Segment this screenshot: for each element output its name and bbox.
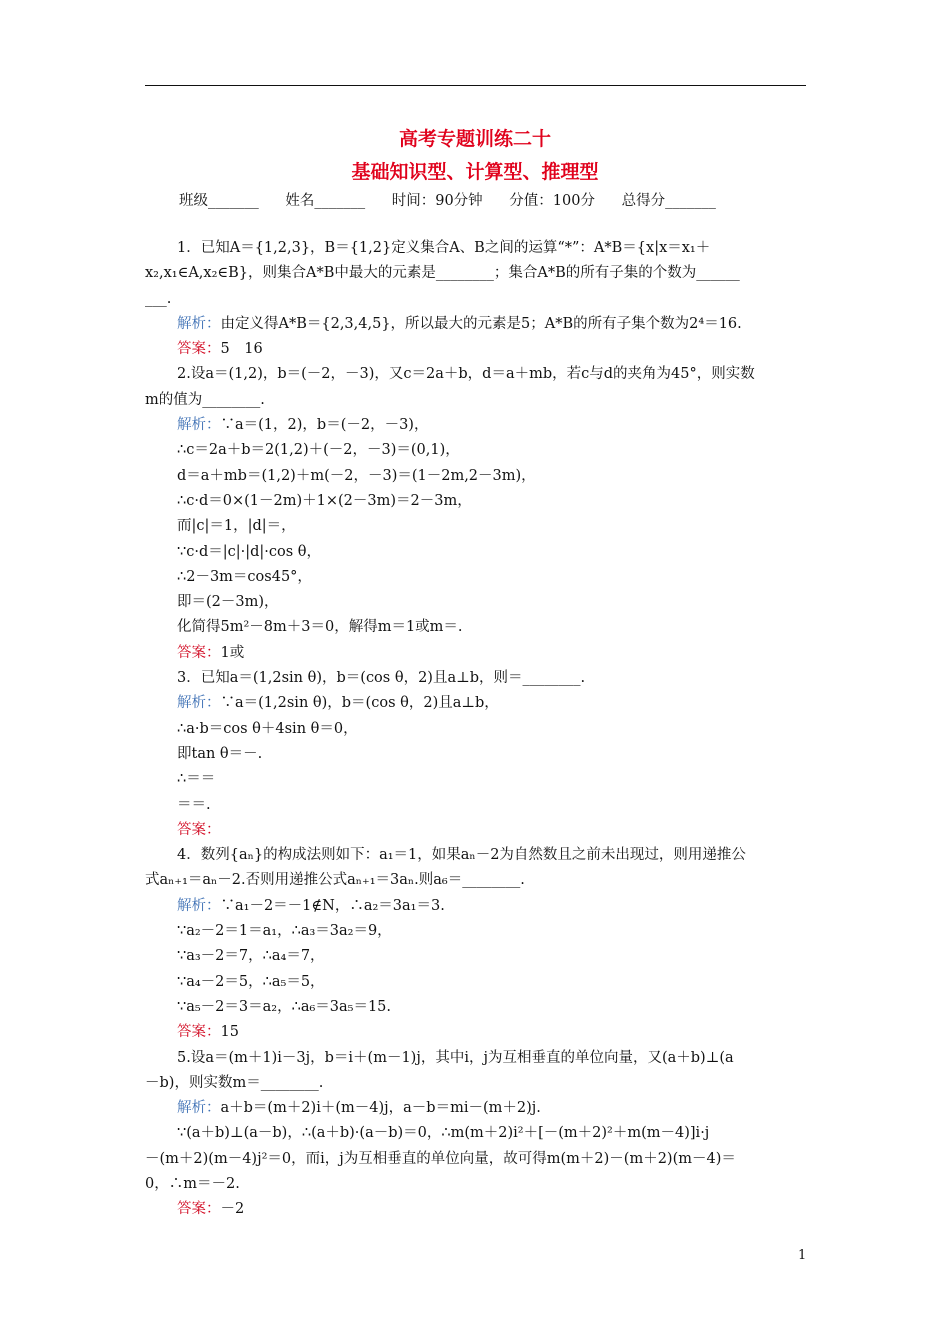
text-line xyxy=(145,236,810,261)
line-text: 即tan θ＝－. xyxy=(177,745,263,762)
text-line xyxy=(145,540,810,565)
line-text: 5 16 xyxy=(220,341,263,358)
answer-label: 答案： xyxy=(177,821,221,838)
line-text: ∵a₄－2＝5，∴a₅＝5， xyxy=(177,973,325,990)
text-line xyxy=(145,1197,810,1222)
text-line xyxy=(145,767,810,792)
name-field: 姓名_______ xyxy=(285,193,366,209)
line-text: 0，∴m＝－2. xyxy=(145,1175,240,1192)
text-line xyxy=(145,261,810,286)
line-text: ＝＝. xyxy=(177,796,211,813)
text-line xyxy=(145,843,810,868)
page-number: 1 xyxy=(798,1248,807,1263)
document-body xyxy=(145,236,810,1223)
line-text: ∴＝＝ xyxy=(177,771,216,788)
line-text: 1．已知A＝{1,2,3}，B＝{1,2}定义集合A、B之间的运算“*”：A*B＝{x|x＝x₁＋ xyxy=(177,240,711,256)
page-subtitle: 基础知识型、计算型、推理型 xyxy=(351,161,599,183)
line-text: ___. xyxy=(145,290,172,307)
total-field: 总得分_______ xyxy=(621,193,716,209)
top-rule xyxy=(145,85,806,86)
text-line xyxy=(145,1020,810,1045)
text-line xyxy=(145,388,810,413)
line-text: 15 xyxy=(220,1024,239,1041)
line-text: 5.设a＝(m＋1)i－3j，b＝i＋(m－1)j，其中i，j为互相垂直的单位向量，又(a＋b)⊥(a xyxy=(177,1049,734,1066)
line-text: 由定义得A*B＝{2,3,4,5}，所以最大的元素是5；A*B的所有子集个数为2⁴＝16. xyxy=(220,315,742,332)
text-line xyxy=(145,438,810,463)
text-line xyxy=(145,944,810,969)
text-line xyxy=(145,818,810,843)
solution-label: 解析： xyxy=(177,1100,221,1117)
line-text: 即＝(2－3m)， xyxy=(177,594,279,611)
class-field: 班级_______ xyxy=(179,193,259,209)
solution-label: 解析： xyxy=(177,897,221,914)
answer-label: 答案： xyxy=(177,1024,221,1041)
solution-label: 解析： xyxy=(177,695,221,712)
line-text: ∴c·d＝0×(1－2m)＋1×(2－3m)＝2－3m， xyxy=(177,492,472,509)
line-text: m的值为________. xyxy=(145,391,265,408)
text-line xyxy=(145,868,810,893)
text-line xyxy=(145,337,810,362)
answer-label: 答案： xyxy=(177,644,221,661)
text-line xyxy=(145,590,810,615)
text-line xyxy=(145,489,810,514)
text-line xyxy=(145,995,810,1020)
text-line xyxy=(145,464,810,489)
line-text: ∵a₂－2＝1＝a₁，∴a₃＝3a₂＝9， xyxy=(177,923,392,940)
line-text: ∴2－3m＝cos45°， xyxy=(177,568,312,585)
line-text: ∵a₁－2＝－1∉N，∴a₂＝3a₁＝3. xyxy=(220,897,445,914)
text-line xyxy=(145,615,810,640)
line-text: ∵a＝(1,2sin θ)，b＝(cos θ，2)且a⊥b， xyxy=(220,695,499,712)
line-text: ∵a₅－2＝3＝a₂，∴a₆＝3a₅＝15. xyxy=(177,998,392,1015)
line-text: －b)，则实数m＝________. xyxy=(145,1074,324,1091)
solution-label: 解析： xyxy=(177,315,221,332)
line-text: ∵(a＋b)⊥(a－b)，∴(a＋b)·(a－b)＝0，∴m(m＋2)i²＋[－(m＋2)²＋m(m－4)]i·j xyxy=(177,1125,710,1142)
text-line xyxy=(145,717,810,742)
text-line xyxy=(145,666,810,691)
text-line xyxy=(145,641,810,666)
text-line xyxy=(145,287,810,312)
text-line xyxy=(145,1172,810,1197)
text-line xyxy=(145,362,810,387)
score-field: 分值：100分 xyxy=(509,193,595,209)
time-field: 时间：90分钟 xyxy=(391,193,483,209)
line-text: 式aₙ₊₁＝aₙ－2.否则用递推公式aₙ₊₁＝3aₙ.则a₆＝________. xyxy=(145,872,525,889)
answer-label: 答案： xyxy=(177,341,221,358)
line-text: ∴c＝2a＋b＝2(1,2)＋(－2，－3)＝(0,1)， xyxy=(177,442,460,459)
text-line xyxy=(145,970,810,995)
text-line xyxy=(145,894,810,919)
page-title: 高考专题训练二十 xyxy=(398,128,551,150)
line-text: d＝a＋mb＝(1,2)＋m(－2，－3)＝(1－2m,2－3m)， xyxy=(177,467,536,484)
line-text: 2.设a＝(1,2)，b＝(－2，－3)，又c＝2a＋b，d＝a＋mb，若c与d的夹角为45°，则实数 xyxy=(177,366,755,383)
text-line xyxy=(145,919,810,944)
line-text: ∵a₃－2＝7，∴a₄＝7， xyxy=(177,948,325,965)
text-line xyxy=(145,793,810,818)
line-text: ∴a·b＝cos θ＋4sin θ＝0， xyxy=(177,720,358,737)
solution-label: 解析： xyxy=(177,417,221,434)
line-text: 而|c|＝1，|d|＝， xyxy=(177,518,296,535)
text-line xyxy=(145,514,810,539)
line-text: ∵a＝(1，2)，b＝(－2，－3)， xyxy=(220,417,429,434)
line-text: a＋b＝(m＋2)i＋(m－4)j，a－b＝mi－(m＋2)j. xyxy=(220,1100,541,1117)
line-text: 3．已知a＝(1,2sin θ)，b＝(cos θ，2)且a⊥b，则＝________. xyxy=(177,670,586,687)
line-text: x₂,x₁∈A,x₂∈B}，则集合A*B中最大的元素是________；集合A*B的所有子集的个数为______ xyxy=(145,265,740,282)
text-line xyxy=(145,1046,810,1071)
answer-label: 答案： xyxy=(177,1201,221,1218)
text-line xyxy=(145,565,810,590)
info-row xyxy=(179,189,738,210)
line-text: 4．数列{aₙ}的构成法则如下：a₁＝1，如果aₙ－2为自然数且之前未出现过，则用递推公 xyxy=(177,847,746,864)
text-line xyxy=(145,1071,810,1096)
line-text: 1或 xyxy=(220,644,245,661)
text-line xyxy=(145,1121,810,1146)
line-text: －(m＋2)(m－4)j²＝0，而i，j为互相垂直的单位向量，故可得m(m＋2)－(m＋2)(m－4)＝ xyxy=(145,1150,736,1167)
text-line xyxy=(145,1147,810,1172)
line-text: －2 xyxy=(220,1201,245,1218)
text-line xyxy=(145,312,810,337)
text-line xyxy=(145,742,810,767)
text-line xyxy=(145,413,810,438)
line-text: ∵c·d＝|c|·|d|·cos θ， xyxy=(177,543,322,560)
text-line xyxy=(145,1096,810,1121)
text-line xyxy=(145,691,810,716)
line-text: 化简得5m²－8m＋3＝0，解得m＝1或m＝. xyxy=(177,619,463,636)
